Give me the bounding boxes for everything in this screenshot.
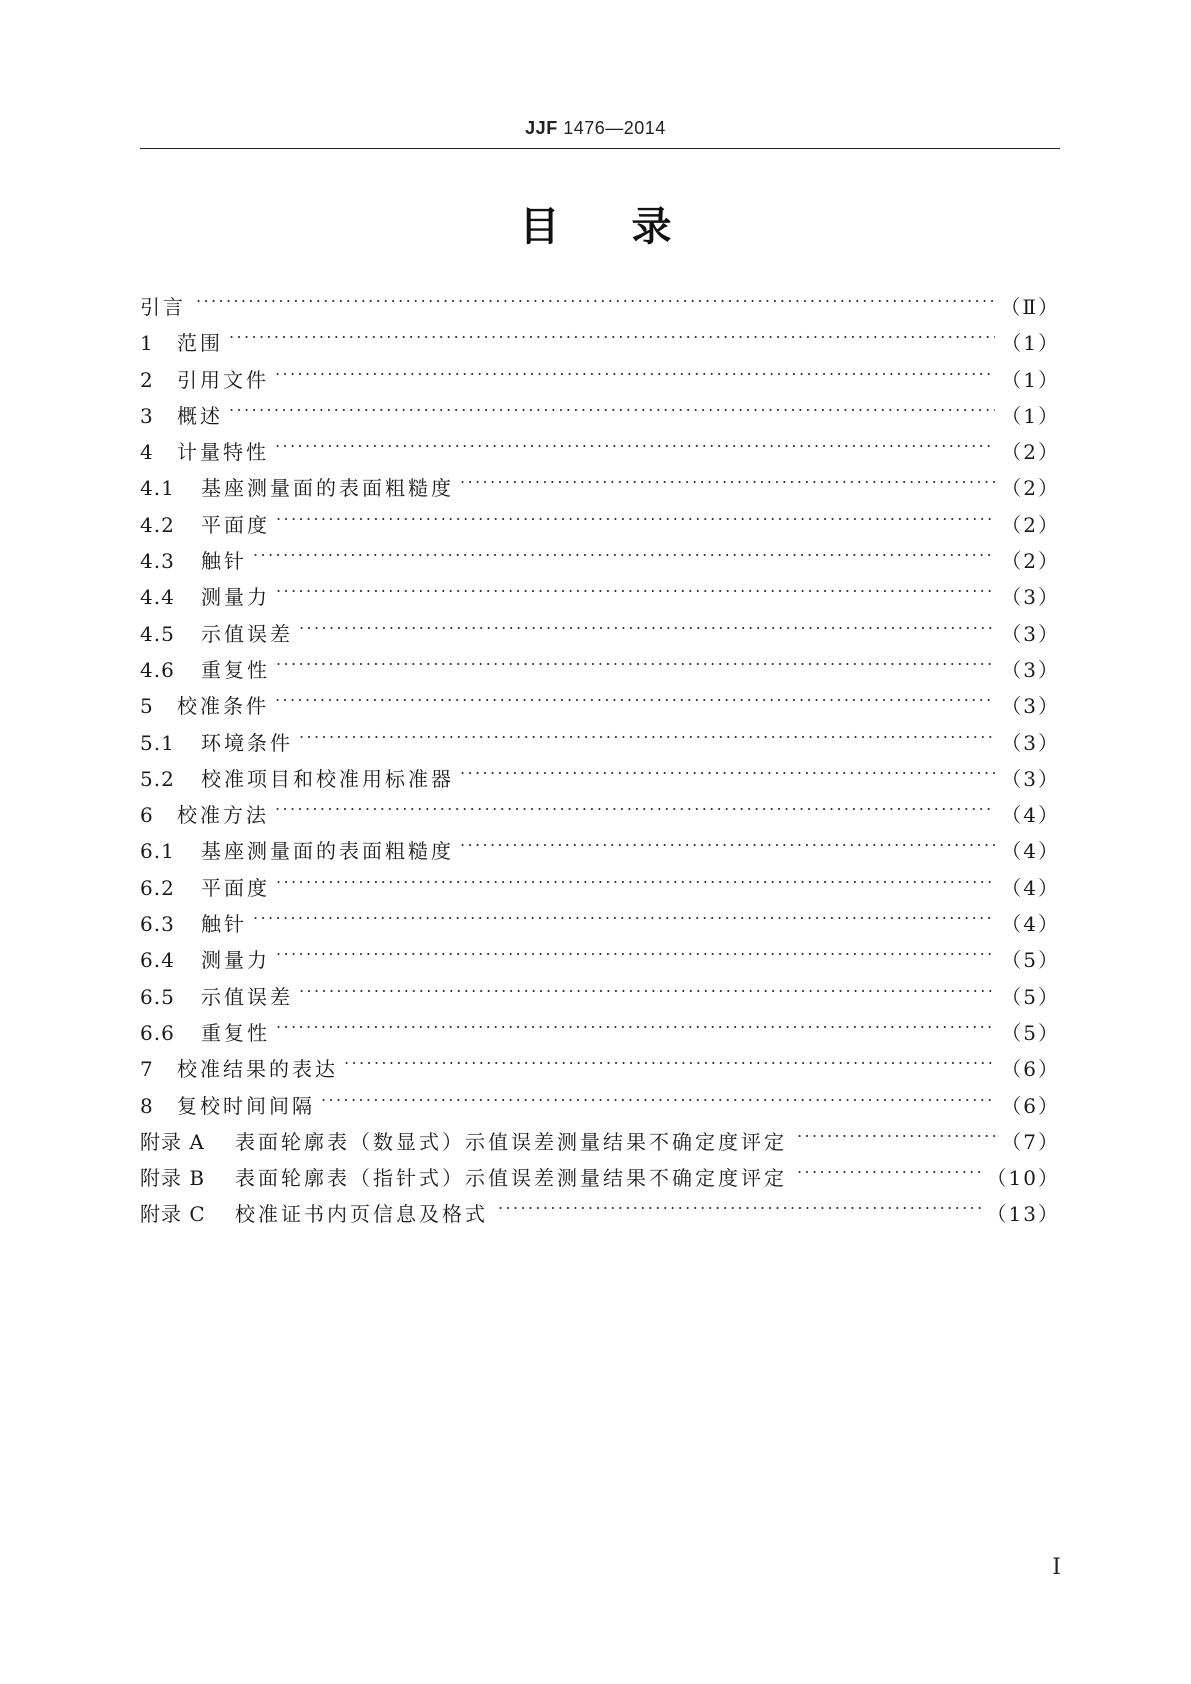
header-rule (140, 148, 1060, 149)
toc-leader-dots (498, 1185, 981, 1221)
toc-entry-number: 5 (140, 694, 154, 719)
toc-entry-page: （2） (1001, 549, 1060, 574)
toc-entry-page: （4） (1001, 803, 1060, 828)
toc-entry[interactable] (140, 1040, 1060, 1082)
toc-leader-dots (321, 1077, 995, 1113)
toc-entry-number: 7 (140, 1057, 154, 1082)
toc-leader-dots (460, 459, 995, 495)
toc-entry[interactable] (140, 459, 1060, 501)
toc-entry[interactable] (140, 895, 1060, 937)
toc-entry-number: 6.4 (140, 948, 175, 973)
toc-entry-number: 附录 A (140, 1129, 205, 1154)
toc-entry-page: （3） (1001, 621, 1060, 646)
toc-leader-dots (276, 641, 995, 677)
toc-leader-dots (253, 895, 995, 931)
toc-entry[interactable] (140, 605, 1060, 646)
toc-entry-number: 6.3 (140, 912, 175, 937)
toc-leader-dots (275, 351, 995, 387)
table-of-contents (140, 278, 1060, 1227)
toc-entry-title: 计量特性 (177, 440, 269, 465)
toc-entry-number: 1 (140, 331, 154, 356)
toc-entry-number: 4.1 (140, 476, 175, 501)
toc-entry[interactable] (140, 968, 1060, 1009)
toc-entry-number: 6.6 (140, 1020, 175, 1045)
toc-entry-page: （3） (1001, 730, 1060, 755)
toc-entry-page: （7） (1001, 1129, 1060, 1154)
toc-entry-title: 概述 (177, 403, 223, 428)
toc-entry-title: 引用文件 (177, 367, 269, 392)
toc-entry-title: 校准证书内页信息及格式 (235, 1202, 488, 1227)
toc-leader-dots (229, 387, 995, 423)
toc-leader-dots (299, 605, 995, 641)
toc-leader-dots (797, 1113, 995, 1149)
toc-leader-dots (275, 786, 995, 822)
toc-entry-title: 范围 (177, 331, 223, 356)
toc-entry-number: 6.5 (140, 984, 175, 1009)
toc-leader-dots (275, 423, 995, 459)
toc-entry[interactable] (140, 641, 1060, 682)
toc-entry-number: 4.3 (140, 549, 175, 574)
toc-entry-title: 示值误差 (201, 621, 293, 646)
toc-entry-title: 表面轮廓表（指针式）示值误差测量结果不确定度评定 (235, 1166, 787, 1191)
document-code-prefix: JJF (525, 118, 558, 138)
toc-entry-page: （2） (1001, 440, 1060, 465)
toc-entry-number: 附录 C (140, 1202, 206, 1227)
toc-leader-dots (276, 931, 995, 967)
toc-entry-page: （1） (1001, 331, 1060, 356)
page-number: I (1052, 1555, 1061, 1580)
toc-entry-title: 引言 (140, 295, 186, 319)
toc-leader-dots (275, 677, 995, 713)
toc-leader-dots (253, 532, 995, 568)
toc-entry-page: （4） (1001, 875, 1060, 900)
toc-leader-dots (196, 278, 994, 314)
document-code-header (0, 118, 1191, 139)
toc-entry-page: （10） (986, 1166, 1060, 1191)
toc-entry-page: （3） (1001, 694, 1060, 719)
toc-entry-page: （1） (1001, 367, 1060, 392)
toc-entry-page: （5） (1001, 948, 1060, 973)
toc-leader-dots (344, 1040, 995, 1076)
toc-entry[interactable] (140, 786, 1060, 828)
toc-entry[interactable] (140, 931, 1060, 973)
toc-entry-title: 平面度 (201, 875, 270, 900)
toc-entry-page: （13） (986, 1202, 1060, 1227)
toc-entry-page: （5） (1001, 1020, 1060, 1045)
toc-entry-number: 2 (140, 367, 154, 392)
toc-entry[interactable] (140, 1004, 1060, 1045)
toc-entry-number: 4.4 (140, 585, 175, 610)
toc-entry-number: 6.2 (140, 875, 175, 900)
toc-entry-number: 3 (140, 403, 154, 428)
toc-entry-number: 6.1 (140, 839, 175, 864)
toc-entry[interactable] (140, 351, 1060, 392)
toc-leader-dots (299, 968, 995, 1004)
toc-entry-title: 校准项目和校准用标准器 (201, 766, 454, 791)
toc-entry-title: 校准结果的表达 (177, 1057, 338, 1082)
toc-entry-page: （Ⅱ） (1000, 295, 1060, 319)
toc-entry[interactable] (140, 423, 1060, 465)
toc-title: 目录 (519, 204, 744, 250)
toc-entry-number: 附录 B (140, 1166, 206, 1191)
toc-entry[interactable] (140, 314, 1060, 356)
toc-entry-title: 平面度 (201, 512, 270, 537)
toc-entry-title: 基座测量面的表面粗糙度 (201, 839, 454, 864)
toc-entry-title: 复校时间间隔 (177, 1093, 315, 1118)
toc-entry[interactable] (140, 822, 1060, 864)
toc-leader-dots (460, 750, 995, 786)
toc-entry-page: （6） (1001, 1093, 1060, 1118)
toc-leader-dots (299, 714, 995, 750)
toc-entry-title: 环境条件 (201, 730, 293, 755)
document-code-number: 1476—2014 (563, 118, 666, 138)
toc-entry-page: （5） (1001, 984, 1060, 1009)
toc-entry-number: 6 (140, 803, 154, 828)
toc-entry-title: 校准方法 (177, 803, 269, 828)
toc-entry-number: 4.2 (140, 512, 175, 537)
toc-entry[interactable] (140, 568, 1060, 610)
toc-entry[interactable] (140, 278, 1060, 319)
toc-entry-number: 5.1 (140, 730, 175, 755)
toc-entry-page: （6） (1001, 1057, 1060, 1082)
toc-entry-page: （2） (1001, 476, 1060, 501)
toc-entry-page: （4） (1001, 839, 1060, 864)
toc-leader-dots (276, 496, 995, 532)
toc-entry-title: 测量力 (201, 585, 270, 610)
toc-entry-title: 触针 (201, 549, 247, 574)
toc-entry-page: （3） (1001, 766, 1060, 791)
toc-entry-title: 示值误差 (201, 984, 293, 1009)
toc-entry-page: （1） (1001, 403, 1060, 428)
toc-entry-title: 重复性 (201, 657, 270, 682)
toc-entry[interactable] (140, 496, 1060, 537)
toc-leader-dots (276, 859, 995, 895)
toc-entry-title: 校准条件 (177, 694, 269, 719)
toc-entry[interactable] (140, 532, 1060, 574)
toc-leader-dots (797, 1149, 981, 1185)
toc-entry-title: 触针 (201, 912, 247, 937)
toc-leader-dots (276, 568, 995, 604)
toc-entry-page: （3） (1001, 585, 1060, 610)
toc-entry[interactable] (140, 859, 1060, 900)
toc-entry-number: 5.2 (140, 766, 175, 791)
toc-entry-number: 4.5 (140, 621, 175, 646)
toc-entry-number: 8 (140, 1093, 154, 1118)
toc-entry-page: （2） (1001, 512, 1060, 537)
toc-leader-dots (276, 1004, 995, 1040)
toc-leader-dots (460, 822, 995, 858)
toc-entry-page: （3） (1001, 657, 1060, 682)
toc-leader-dots (229, 314, 995, 350)
toc-entry-number: 4 (140, 440, 154, 465)
toc-entry-title: 表面轮廓表（数显式）示值误差测量结果不确定度评定 (235, 1129, 787, 1154)
toc-entry-title: 基座测量面的表面粗糙度 (201, 476, 454, 501)
toc-entry-number: 4.6 (140, 657, 175, 682)
toc-entry-page: （4） (1001, 912, 1060, 937)
toc-entry[interactable] (140, 714, 1060, 755)
toc-entry[interactable] (140, 387, 1060, 428)
toc-entry-title: 测量力 (201, 948, 270, 973)
toc-entry-title: 重复性 (201, 1020, 270, 1045)
toc-entry[interactable] (140, 677, 1060, 719)
